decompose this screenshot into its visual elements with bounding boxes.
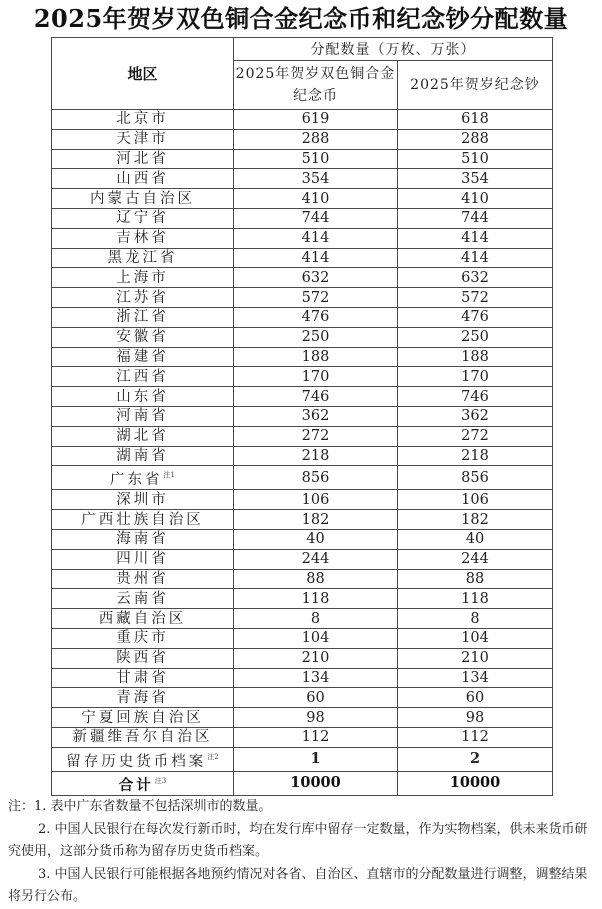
banknote-quantity-cell: 856 — [398, 466, 553, 490]
coin-quantity-cell: 182 — [234, 510, 398, 530]
table-row — [52, 747, 553, 771]
table-row — [52, 347, 553, 367]
table-row — [52, 708, 553, 728]
coin-quantity-cell: 362 — [234, 406, 398, 426]
region-cell — [52, 727, 234, 747]
region-cell — [52, 549, 234, 569]
region-cell — [52, 208, 234, 228]
coin-quantity-cell: 288 — [234, 129, 398, 149]
region-name: 北京市 — [116, 111, 169, 128]
region-cell — [52, 406, 234, 426]
coin-quantity-cell: 104 — [234, 628, 398, 648]
table-row — [52, 288, 553, 308]
coin-quantity-cell: 414 — [234, 228, 398, 248]
banknote-quantity-cell: 106 — [398, 490, 553, 510]
region-name: 广东省 — [110, 472, 163, 489]
table-row — [52, 648, 553, 668]
coin-quantity-cell: 746 — [234, 387, 398, 407]
region-cell — [52, 628, 234, 648]
region-cell — [52, 149, 234, 169]
allocation-table — [51, 37, 553, 796]
coin-quantity-cell: 60 — [234, 688, 398, 708]
banknote-quantity-cell: 362 — [398, 406, 553, 426]
table-row — [52, 688, 553, 708]
region-cell — [52, 110, 234, 130]
region-name: 陕西省 — [116, 650, 169, 667]
table-row — [52, 268, 553, 288]
banknote-quantity-cell: 210 — [398, 648, 553, 668]
table-row — [52, 569, 553, 589]
header-allocation-group: 分配数量（万枚、万张） — [234, 38, 553, 61]
region-cell — [52, 248, 234, 268]
region-name: 辽宁省 — [116, 210, 169, 227]
region-name: 河北省 — [116, 150, 169, 167]
table-row — [52, 589, 553, 609]
footnote-marker: 注3 — [154, 776, 167, 785]
region-name: 黑龙江省 — [107, 249, 178, 266]
region-name: 西藏自治区 — [98, 610, 187, 627]
region-cell — [52, 747, 234, 771]
coin-quantity-cell: 218 — [234, 446, 398, 466]
region-name: 江西省 — [116, 368, 169, 385]
footnote-1: 注：1. 表中广东省数量不包括深圳市的数量。 — [8, 799, 272, 814]
region-name: 浙江省 — [116, 309, 169, 326]
banknote-quantity-cell: 572 — [398, 288, 553, 308]
banknote-quantity-cell: 182 — [398, 510, 553, 530]
banknote-quantity-cell: 134 — [398, 668, 553, 688]
banknote-quantity-cell: 104 — [398, 628, 553, 648]
region-name: 海南省 — [116, 531, 169, 548]
banknote-quantity-cell: 98 — [398, 708, 553, 728]
region-cell — [52, 529, 234, 549]
region-name: 甘肃省 — [116, 669, 169, 686]
coin-quantity-cell: 40 — [234, 529, 398, 549]
region-cell — [52, 466, 234, 490]
region-cell — [52, 288, 234, 308]
region-cell — [52, 490, 234, 510]
region-cell — [52, 648, 234, 668]
region-name: 湖北省 — [116, 428, 169, 445]
table-row — [52, 466, 553, 490]
table-body — [52, 110, 553, 796]
banknote-quantity-cell: 414 — [398, 228, 553, 248]
region-cell — [52, 688, 234, 708]
header-banknote-column: 2025年贺岁纪念钞 — [398, 61, 553, 110]
table-row — [52, 367, 553, 387]
banknote-quantity-cell: 218 — [398, 446, 553, 466]
coin-quantity-cell: 476 — [234, 307, 398, 327]
region-name: 青海省 — [116, 689, 169, 706]
table-row — [52, 228, 553, 248]
banknote-quantity-cell: 40 — [398, 529, 553, 549]
coin-quantity-cell: 106 — [234, 490, 398, 510]
region-cell — [52, 347, 234, 367]
region-name: 吉林省 — [116, 230, 169, 247]
region-name: 深圳市 — [116, 491, 169, 508]
table-row — [52, 110, 553, 130]
banknote-quantity-cell: 250 — [398, 327, 553, 347]
region-cell — [52, 708, 234, 728]
table-row — [52, 549, 553, 569]
coin-quantity-cell: 856 — [234, 466, 398, 490]
region-name: 上海市 — [116, 269, 169, 286]
coin-quantity-cell: 410 — [234, 189, 398, 209]
footnote-2: 2. 中国人民银行在每次发行新币时，均在发行库中留存一定数量，作为实物档案，供未来货币研究使用，这部分货币称为留存历史货币档案。 — [8, 821, 588, 859]
region-cell — [52, 510, 234, 530]
table-row — [52, 668, 553, 688]
coin-quantity-cell: 250 — [234, 327, 398, 347]
region-cell — [52, 446, 234, 466]
table-row — [52, 426, 553, 446]
banknote-quantity-cell: 188 — [398, 347, 553, 367]
region-name: 河南省 — [116, 408, 169, 425]
region-cell — [52, 771, 234, 795]
banknote-quantity-cell: 410 — [398, 189, 553, 209]
banknote-quantity-cell: 618 — [398, 110, 553, 130]
region-cell — [52, 387, 234, 407]
banknote-quantity-cell: 88 — [398, 569, 553, 589]
table-row — [52, 727, 553, 747]
region-cell — [52, 129, 234, 149]
region-cell — [52, 609, 234, 629]
region-cell — [52, 189, 234, 209]
banknote-quantity-cell: 118 — [398, 589, 553, 609]
coin-quantity-cell: 98 — [234, 708, 398, 728]
coin-quantity-cell: 354 — [234, 169, 398, 189]
banknote-quantity-cell: 476 — [398, 307, 553, 327]
region-cell — [52, 169, 234, 189]
region-name: 贵州省 — [116, 570, 169, 587]
region-cell — [52, 307, 234, 327]
region-cell — [52, 268, 234, 288]
coin-quantity-cell: 1 — [234, 747, 398, 771]
banknote-quantity-cell: 272 — [398, 426, 553, 446]
region-name: 云南省 — [116, 590, 169, 607]
banknote-quantity-cell: 60 — [398, 688, 553, 708]
region-name: 留存历史货币档案 — [66, 753, 207, 770]
region-cell — [52, 668, 234, 688]
coin-quantity-cell: 510 — [234, 149, 398, 169]
coin-quantity-cell: 744 — [234, 208, 398, 228]
coin-quantity-cell: 112 — [234, 727, 398, 747]
banknote-quantity-cell: 288 — [398, 129, 553, 149]
table-row — [52, 490, 553, 510]
table-row — [52, 169, 553, 189]
footnotes — [8, 796, 598, 909]
total-row — [52, 771, 553, 795]
region-cell — [52, 367, 234, 387]
coin-quantity-cell: 118 — [234, 589, 398, 609]
banknote-quantity-cell: 632 — [398, 268, 553, 288]
banknote-quantity-cell: 170 — [398, 367, 553, 387]
header-region: 地区 — [52, 38, 234, 110]
coin-quantity-cell: 272 — [234, 426, 398, 446]
coin-quantity-cell: 188 — [234, 347, 398, 367]
footnote-marker: 注1 — [163, 471, 175, 480]
footnote-3: 3. 中国人民银行可能根据各地预约情况对各省、自治区、直辖市的分配数量进行调整，调整结果将另行公布。 — [8, 866, 588, 904]
page-title: 2025年贺岁双色铜合金纪念币和纪念钞分配数量 — [33, 4, 569, 33]
banknote-quantity-cell: 244 — [398, 549, 553, 569]
banknote-quantity-cell: 354 — [398, 169, 553, 189]
banknote-quantity-cell: 2 — [398, 747, 553, 771]
region-name: 广西壮族自治区 — [81, 511, 204, 528]
banknote-quantity-cell: 112 — [398, 727, 553, 747]
region-name: 重庆市 — [116, 630, 169, 647]
region-cell — [52, 569, 234, 589]
coin-quantity-cell: 134 — [234, 668, 398, 688]
table-row — [52, 189, 553, 209]
region-cell — [52, 228, 234, 248]
footnote-marker: 注2 — [207, 752, 219, 761]
banknote-quantity-cell: 414 — [398, 248, 553, 268]
coin-quantity-cell: 619 — [234, 110, 398, 130]
coin-quantity-cell: 210 — [234, 648, 398, 668]
banknote-quantity-cell: 744 — [398, 208, 553, 228]
region-cell — [52, 589, 234, 609]
table-row — [52, 529, 553, 549]
header-coin-column: 2025年贺岁双色铜合金纪念币 — [234, 61, 398, 110]
region-name: 湖南省 — [116, 447, 169, 464]
table-row — [52, 149, 553, 169]
table-row — [52, 510, 553, 530]
table-row — [52, 248, 553, 268]
banknote-quantity-cell: 746 — [398, 387, 553, 407]
region-name: 天津市 — [116, 131, 169, 148]
coin-quantity-cell: 88 — [234, 569, 398, 589]
region-name: 四川省 — [116, 551, 169, 568]
banknote-quantity-cell: 8 — [398, 609, 553, 629]
region-name: 合计 — [118, 776, 154, 794]
table-row — [52, 129, 553, 149]
coin-quantity-cell: 414 — [234, 248, 398, 268]
banknote-quantity-cell: 510 — [398, 149, 553, 169]
region-name: 内蒙古自治区 — [90, 190, 195, 207]
table-row — [52, 446, 553, 466]
coin-quantity-cell: 244 — [234, 549, 398, 569]
region-cell — [52, 327, 234, 347]
table-row — [52, 307, 553, 327]
region-name: 江苏省 — [116, 289, 169, 306]
table-row — [52, 609, 553, 629]
coin-quantity-cell: 632 — [234, 268, 398, 288]
coin-quantity-cell: 170 — [234, 367, 398, 387]
region-name: 安徽省 — [116, 329, 169, 346]
table-row — [52, 387, 553, 407]
banknote-quantity-cell: 10000 — [398, 771, 553, 795]
region-name: 宁夏回族自治区 — [81, 709, 204, 726]
coin-quantity-cell: 572 — [234, 288, 398, 308]
region-name: 山西省 — [116, 170, 169, 187]
region-name: 福建省 — [116, 348, 169, 365]
coin-quantity-cell: 10000 — [234, 771, 398, 795]
region-name: 山东省 — [116, 388, 169, 405]
table-row — [52, 208, 553, 228]
table-row — [52, 327, 553, 347]
table-row — [52, 406, 553, 426]
table-row — [52, 628, 553, 648]
coin-quantity-cell: 8 — [234, 609, 398, 629]
region-cell — [52, 426, 234, 446]
region-name: 新疆维吾尔自治区 — [72, 729, 213, 746]
